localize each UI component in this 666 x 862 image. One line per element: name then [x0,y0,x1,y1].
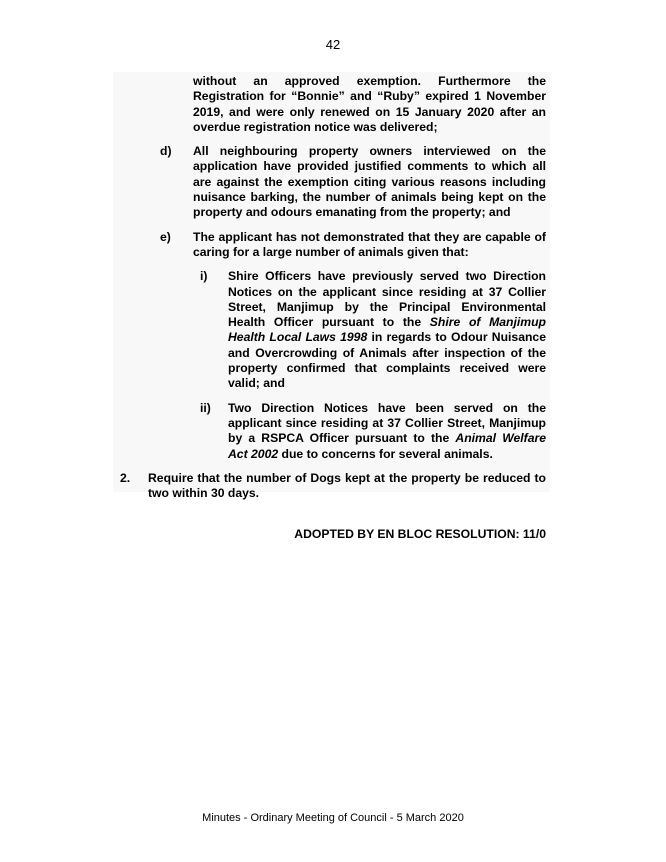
page-footer: Minutes - Ordinary Meeting of Council - 5 March 2020 [202,812,464,824]
list-label-e: e) [160,229,171,244]
continuation-paragraph [120,74,546,135]
sub-text-ii: Two Direction Notices have been served on the applicant since residing at 37 Collier Street, Manjimup by a RSPCA Officer pursuant to the Animal Welfare Act 2002 due to concerns for several animals. [228,400,547,461]
list-item-d [120,144,546,220]
adopted-statement: ADOPTED BY EN BLOC RESOLUTION: 11/0 [294,527,546,542]
resolution-text-2: Require that the number of Dogs kept at the property be reduced to two within 30 days. [148,470,546,501]
resolution-label-2: 2. [120,470,131,485]
continuation-text: without an approved exemption. Furthermore the Registration for “Bonnie” and “Ruby” expired 1 November 2019, and were only renewed on 15 January 2020 after an overdue registration notice was delivered; [193,74,546,134]
law-title-italic: Shire of Manjimup Health Local Laws 1998 [228,315,546,345]
list-text-d: All neighbouring property owners interviewed on the application have provided justified comments to which all are against the exemption citing various reasons including nuisance barking, the number of animals being kept on the property and odours emanating from the property; and [193,144,546,220]
sub-label-ii: ii) [200,400,211,415]
sub-label-i: i) [200,269,208,284]
sub-item-ii [120,401,546,462]
resolution-item-2 [120,471,546,502]
act-title-italic: Animal Welfare Act 2002 [228,431,547,461]
resolution-body [120,74,546,543]
list-label-d: d) [160,144,172,159]
sub-item-i [120,269,546,391]
sub-text-i: Shire Officers have previously served two Direction Notices on the applicant since residing at 37 Collier Street, Manjimup by the Principal Environmental Health Officer pursuant to the Shire of Manjimup Health Local Laws 1998 in regards to Odour Nuisance and Overcrowding of Animals after inspection of the property confirmed that complaints received were valid; and [228,269,546,391]
list-item-e [120,230,546,261]
list-text-e: The applicant has not demonstrated that they are capable of caring for a large number of animals given that: [193,229,546,259]
page-number: 42 [325,37,341,52]
